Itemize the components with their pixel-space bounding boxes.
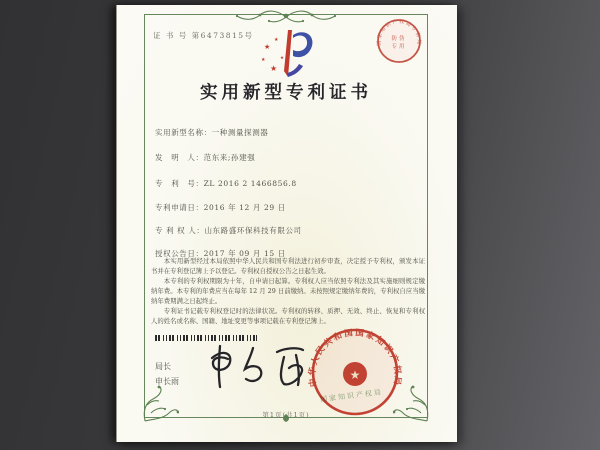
field-value: 山东路盛环保科技有限公司 — [204, 226, 302, 235]
field-label: 实用新型名称： — [155, 128, 212, 137]
field-label: 专 利 权 人： — [155, 226, 205, 235]
field-row — [155, 127, 268, 138]
field-row — [155, 202, 286, 213]
legal-text-block — [151, 257, 425, 326]
signer-title: 局长 — [155, 362, 171, 371]
field-label: 授权公告日： — [155, 249, 204, 258]
field-row — [155, 225, 302, 236]
logo-blue-p — [293, 32, 313, 57]
anti-counterfeit-stamp — [375, 17, 423, 65]
stamp-center-text-2: 专用 — [391, 44, 407, 50]
stamp-center-text-1: 防伪 — [391, 36, 407, 42]
seal-rim-text: 中华人民共和国国家知识产权局 — [307, 328, 403, 388]
national-emblem-icon — [343, 362, 367, 386]
svg-text:★: ★ — [274, 37, 279, 43]
field-value: ZL 2016 2 1466856.8 — [203, 179, 297, 188]
field-value: 2016 年 12 月 29 日 — [203, 203, 286, 212]
svg-text:★: ★ — [280, 56, 285, 61]
official-seal — [305, 322, 405, 422]
field-row — [155, 178, 297, 189]
top-flourish-ornament — [225, 7, 347, 27]
certificate-title: 实用新型专利证书 — [200, 83, 372, 103]
logo-blue-tail — [287, 64, 303, 77]
legal-paragraph: 本实用新型经过本局依照中华人民共和国专利法进行初步审查，决定授予专利权，颁发本证书并在专利登记簿上予以登记。专利权自授权公告之日起生效。 — [151, 257, 425, 275]
field-value: 范东来;孙建强 — [203, 153, 256, 162]
star-icons — [261, 37, 284, 73]
svg-text:★: ★ — [349, 368, 361, 382]
field-label: 专利申请日： — [155, 203, 204, 212]
legal-paragraph: 专利证书记载专利权登记时的法律状况。专利权的转移、质押、无效、终止、恢复和专利权人的姓名或名称、国籍、地址变更等事项记载在专利登记簿上。 — [151, 306, 425, 325]
signer-block — [155, 359, 179, 389]
director-signature — [205, 341, 317, 393]
cnipa-patent-logo — [258, 27, 316, 79]
field-value: 2017 年 09 月 15 日 — [203, 249, 286, 258]
legal-paragraph: 本专利的专利权期限为十年，自申请日起算。专利权人应当依照专利法及其实施细则规定缴纳年费。本专利的年费应当在每年 12 月 29 日前缴纳。未按照规定缴纳年费的，专利权自应当缴纳年费期满之日起终止。 — [151, 276, 425, 305]
field-label: 专 利 号： — [155, 179, 204, 188]
signer-printed-name: 申长雨 — [155, 377, 179, 386]
svg-text:★: ★ — [270, 64, 278, 73]
page-number: 第1页(共1页) — [262, 411, 310, 419]
svg-text:★: ★ — [261, 57, 266, 63]
logo-red-spike — [284, 30, 292, 77]
field-row — [155, 152, 255, 163]
field-value: 一种测量探测器 — [211, 128, 269, 137]
field-label: 发 明 人： — [155, 153, 204, 162]
certificate-page — [116, 5, 457, 442]
certificate-number: 证 书 号 第6473815号 — [153, 31, 254, 40]
svg-text:★: ★ — [264, 43, 271, 51]
stamp-rim-text: 国家知识产权局专利局 — [376, 19, 422, 46]
